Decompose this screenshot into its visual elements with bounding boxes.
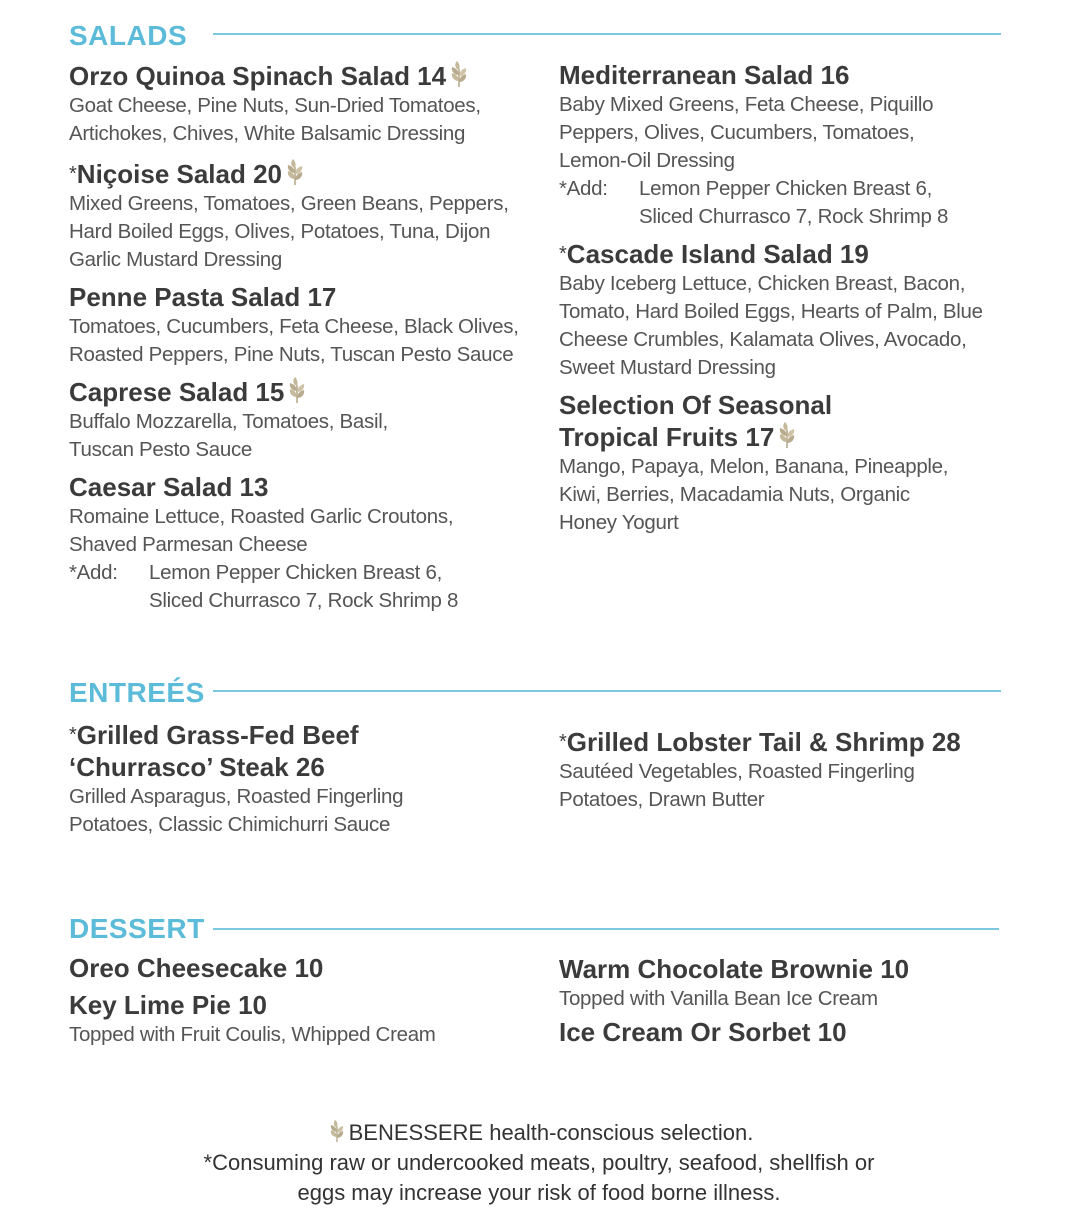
item-description: Sautéed Vegetables, Roasted Fingerling Potatoes, Drawn Butter (559, 760, 915, 811)
leaf-icon (776, 421, 798, 449)
section-divider (213, 33, 1001, 35)
section-title: ENTREÉS (69, 677, 205, 708)
menu-item (69, 719, 539, 839)
menu-item (69, 60, 539, 148)
item-title: Oreo Cheesecake 10 (69, 953, 324, 983)
menu-item (559, 238, 1039, 382)
item-description: Mango, Papaya, Melon, Banana, Pineapple, Kiwi, Berries, Macadamia Nuts, Organic Honey Yogurt (559, 455, 949, 534)
raw-warning-asterisk: * (69, 163, 77, 185)
salads-right-column (559, 59, 1039, 537)
item-description: Baby Iceberg Lettuce, Chicken Breast, Bacon, Tomato, Hard Boiled Eggs, Hearts of Palm, Blue Cheese Crumbles, Kalamata Olives, Avocado, Sweet Mustard Dressing (559, 272, 983, 379)
item-title: ‘Churrasco’ Steak 26 (69, 752, 325, 782)
section-title: DESSERT (69, 913, 205, 944)
leaf-icon (327, 1119, 347, 1143)
menu-item (559, 953, 1039, 1013)
item-description: Topped with Vanilla Bean Ice Cream (559, 987, 878, 1010)
raw-food-warning-line1: *Consuming raw or undercooked meats, poultry, seafood, shellfish or (203, 1150, 875, 1175)
section-header-salads (69, 20, 1001, 56)
item-description: Mixed Greens, Tomatoes, Green Beans, Peppers, Hard Boiled Eggs, Olives, Potatoes, Tuna, Dijon Garlic Mustard Dressing (69, 192, 509, 271)
item-title-line1: Grilled Grass-Fed Beef (76, 720, 359, 750)
entrees-left-column (69, 719, 539, 839)
item-title: Grilled Lobster Tail & Shrimp 28 (566, 727, 961, 757)
menu-item (69, 158, 539, 274)
item-title: Penne Pasta Salad 17 (69, 282, 337, 312)
benessere-note-text: BENESSERE health-conscious selection. (348, 1120, 754, 1145)
leaf-icon (284, 158, 306, 186)
item-description: Topped with Fruit Coulis, Whipped Cream (69, 1023, 436, 1046)
menu-item (69, 376, 539, 464)
item-title: Warm Chocolate Brownie 10 (559, 954, 910, 984)
item-description: Goat Cheese, Pine Nuts, Sun-Dried Tomatoes, Artichokes, Chives, White Balsamic Dressing (69, 94, 481, 145)
raw-warning-asterisk: * (559, 731, 567, 753)
raw-warning-asterisk: * (69, 724, 77, 746)
item-title: Niçoise Salad 20 (76, 159, 283, 189)
section-header-entrees (69, 677, 1001, 713)
item-title: Cascade Island Salad 19 (566, 239, 869, 269)
item-description: Romaine Lettuce, Roasted Garlic Croutons, Shaved Parmesan Cheese (69, 505, 454, 556)
item-description: Tomatoes, Cucumbers, Feta Cheese, Black Olives, Roasted Peppers, Pine Nuts, Tuscan Pesto Sauce (69, 315, 519, 366)
menu-item (69, 952, 539, 984)
menu-item (559, 1016, 1039, 1048)
menu-item (559, 389, 1039, 537)
leaf-icon (448, 60, 470, 88)
item-description: Baby Mixed Greens, Feta Cheese, Piquillo Peppers, Olives, Cucumbers, Tomatoes, Lemon-Oil Dressing (559, 93, 934, 172)
item-title: Ice Cream Or Sorbet 10 (559, 1017, 847, 1047)
benessere-note (0, 1118, 1078, 1148)
item-description: Buffalo Mozzarella, Tomatoes, Basil, Tuscan Pesto Sauce (69, 410, 388, 461)
item-title-line1: Selection Of Seasonal (559, 390, 833, 420)
section-title: SALADS (69, 20, 188, 51)
item-title: Caprese Salad 15 (69, 377, 285, 407)
add-on-options (559, 175, 1039, 231)
menu-item (69, 281, 539, 369)
raw-warning-asterisk: * (559, 243, 567, 265)
section-header-dessert (69, 913, 999, 949)
add-on-label: *Add: (69, 561, 118, 584)
raw-food-warning-line2: eggs may increase your risk of food borne illness. (297, 1180, 781, 1205)
section-divider (213, 928, 999, 930)
item-title: Orzo Quinoa Spinach Salad 14 (69, 61, 447, 91)
footer-notes (0, 1118, 1078, 1208)
item-title: Mediterranean Salad 16 (559, 60, 850, 90)
menu-item (559, 59, 1039, 231)
dessert-left-column (69, 952, 539, 1049)
leaf-icon (286, 376, 308, 404)
dessert-right-column (559, 953, 1039, 1048)
section-divider (213, 690, 1001, 692)
menu-item (69, 989, 539, 1049)
add-on-options (69, 559, 539, 615)
entrees-right-column (559, 726, 1039, 814)
menu-item (69, 471, 539, 615)
menu-item (559, 726, 1039, 814)
item-title: Key Lime Pie 10 (69, 990, 267, 1020)
add-on-text: Lemon Pepper Chicken Breast 6, Sliced Churrasco 7, Rock Shrimp 8 (639, 177, 949, 228)
add-on-label: *Add: (559, 177, 608, 200)
item-description: Grilled Asparagus, Roasted Fingerling Potatoes, Classic Chimichurri Sauce (69, 785, 404, 836)
item-title: Tropical Fruits 17 (559, 422, 775, 452)
add-on-text: Lemon Pepper Chicken Breast 6, Sliced Churrasco 7, Rock Shrimp 8 (149, 561, 459, 612)
item-title: Caesar Salad 13 (69, 472, 269, 502)
salads-left-column (69, 60, 539, 615)
